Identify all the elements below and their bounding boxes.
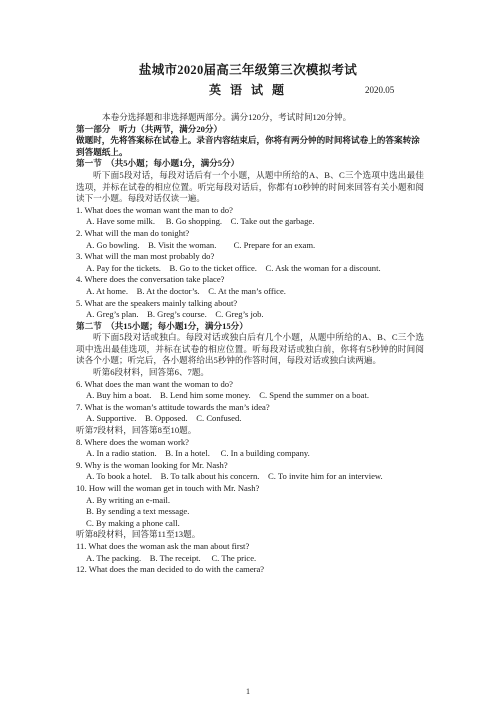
question-10-option-b: B. By sending a text message. (86, 506, 190, 517)
section1-heading: 第一节 （共5小题；每小题1分，满分5分） (76, 158, 240, 169)
question-9-options: A. To book a hotel. B. To talk about his concern. C. To invite him for an interview. (86, 471, 383, 482)
part1-note: 做题时，先将答案标在试卷上。录音内容结束后，你将有两分钟的时间将试卷上的答案转涂到答题纸上。 (76, 135, 420, 157)
question-10-option-a: A. By writing an e-mail. (86, 494, 171, 505)
question-10: 10. How will the woman get in touch with Mr. Nash? (76, 483, 260, 493)
question-11: 11. What does the woman ask the man about first? (76, 540, 250, 551)
question-10-option-c: C. By making a phone call. (86, 517, 180, 528)
question-11-options: A. The packing. B. The receipt. C. The price. (86, 552, 257, 563)
question-8: 8. Where does the woman work? (76, 436, 189, 447)
question-6-options: A. Buy him a boat. B. Lend him some money. C. Spend the summer on a boat. (86, 390, 370, 401)
section2-heading: 第二节 （共15小题；每小题1分，满分15分） (76, 320, 248, 331)
question-12: 12. What does the man decided to do with the camera? (76, 564, 265, 575)
question-2-options: A. Go bowling. B. Visit the woman. C. Prepare for an exam. (86, 239, 316, 250)
question-7-options: A. Supportive. B. Opposed. C. Confused. (86, 413, 242, 424)
question-4-options: A. At home. B. At the doctor’s. C. At the man’s office. (86, 285, 286, 296)
exam-body (76, 112, 424, 576)
question-5: 5. What are the speakers mainly talking about? (76, 297, 238, 308)
listen-6-note: 听第6段材料，回答第6、7题。 (93, 367, 210, 378)
exam-title: 盐城市2020届高三年级第三次模拟考试 (138, 63, 358, 77)
intro-text: 本卷分选择题和非选择题两部分。满分120分，考试时间120分钟。 (102, 112, 352, 122)
question-3-options: A. Pay for the tickets. B. Go to the ticket office. C. Ask the woman for a discount. (86, 262, 381, 273)
question-4: 4. Where does the conversation take place? (76, 274, 225, 285)
question-2: 2. What will the man do tonight? (76, 227, 190, 238)
page-number: 1 (246, 687, 250, 696)
question-6: 6. What does the man want the woman to do? (76, 378, 233, 389)
question-1-options: A. Have some milk. B. Go shopping. C. Take out the garbage. (86, 216, 315, 227)
question-3: 3. What will the man most probably do? (76, 251, 215, 262)
question-9: 9. Why is the woman looking for Mr. Nash? (76, 459, 228, 470)
section2-instruction: 听下面5段对话或独白。每段对话或独白后有几个小题，从题中所给的A、B、C三个选项中选出最佳选项，并标在试卷的相应位置。听每段对话或独白前，你将有5秒钟的时间阅读各个小题；听完后，各小题将给出5秒钟的作答时间，每段对话或独白读两遍。 (76, 332, 424, 366)
question-7: 7. What is the woman’s attitude towards the man’s idea? (76, 401, 270, 412)
question-8-options: A. In a radio station. B. In a hotel. C. In a building company. (86, 448, 310, 459)
subject-title: 英 语 试 题 (208, 83, 287, 97)
question-1: 1. What does the woman want the man to do? (76, 204, 233, 215)
listen-7-note: 听第7段材料，回答第8至10题。 (76, 425, 197, 436)
part1-heading: 第一部分 听力（共两节，满分20分） (76, 123, 223, 134)
section1-instruction: 听下面5段对话，每段对话后有一个小题，从题中所给的A、B、C三个选项中选出最佳选项，并标在试卷的相应位置。听完每段对话后，你都有10秒钟的时间来回答有关小题和阅读下一小题。每段对话仅读一遍。 (76, 169, 424, 204)
listen-8-note: 听第8段材料，回答第11至13题。 (76, 529, 201, 540)
question-5-options: A. Greg’s plan. B. Greg’s course. C. Greg’s job. (86, 309, 264, 320)
exam-date: 2020.05 (365, 85, 395, 95)
